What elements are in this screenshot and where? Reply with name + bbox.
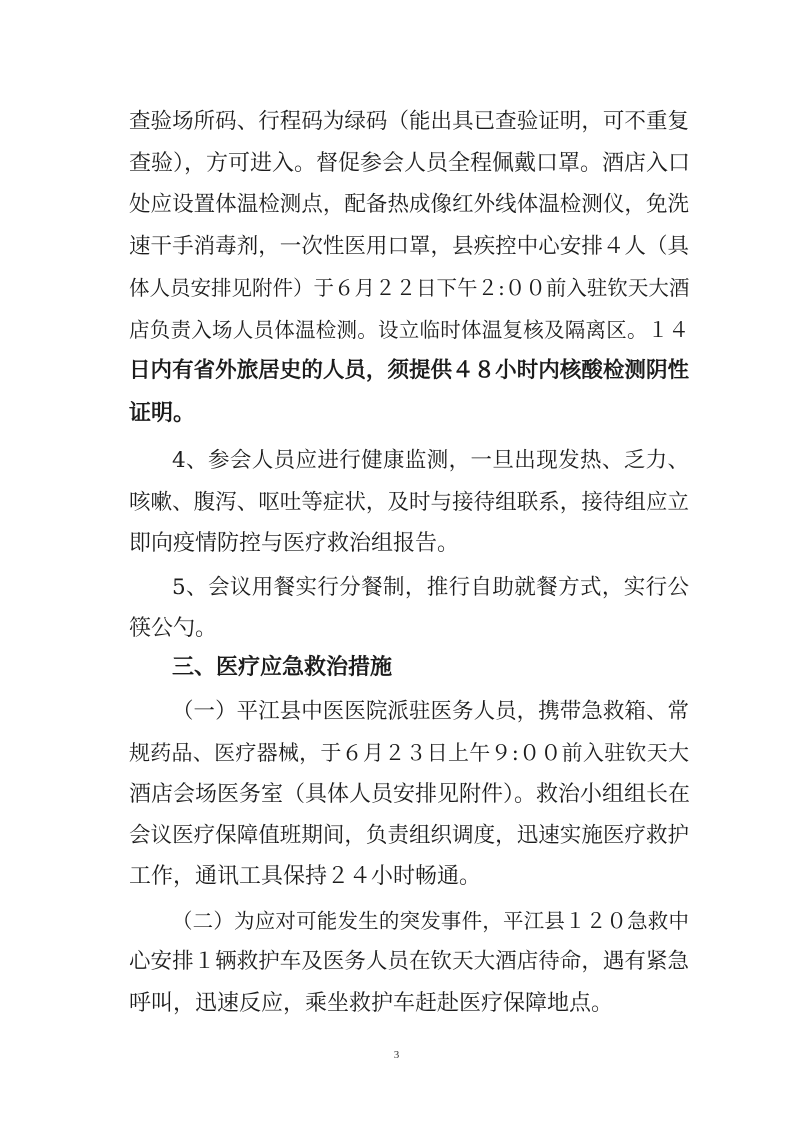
section-3-1-line: 工作，通讯工具保持２４小时畅通。 <box>129 864 482 889</box>
body-line: 处应设置体温检测点，配备热成像红外线体温检测仪，免洗 <box>129 192 689 217</box>
body-line: 查验场所码、行程码为绿码（能出具已查验证明，可不重复 <box>129 109 689 134</box>
item-4-line: 即向疫情防控与医疗救治组报告。 <box>129 531 460 556</box>
body-line: 速干手消毒剂，一次性医用口罩，县疾控中心安排４人（具 <box>129 234 689 259</box>
body-line: 查验），方可进入。督促参会人员全程佩戴口罩。酒店入口 <box>129 151 691 176</box>
section-3-2-line: 呼叫，迅速反应，乘坐救护车赶赴医疗保障地点。 <box>129 991 614 1016</box>
page-number: 3 <box>393 1049 400 1061</box>
section-3-1-line: 会议医疗保障值班期间，负责组织调度，迅速实施医疗救护 <box>129 823 689 848</box>
section-3-1-line: 酒店会场医务室（具体人员安排见附件）。救治小组组长在 <box>129 782 691 807</box>
section-3-1-line: 规药品、医疗器械，于６月２３日上午９:００前入驻钦天大 <box>129 741 689 765</box>
body-line-bold: 证明。 <box>129 400 196 426</box>
item-5-first-line: 5、会议用餐实行分餐制，推行自助就餐方式，实行公 <box>172 575 689 600</box>
item-4-first-line: 4、参会人员应进行健康监测，一旦出现发热、乏力、 <box>172 448 689 473</box>
section-heading: 三、医疗应急救治措施 <box>172 655 393 680</box>
body-line: 店负责入场人员体温检测。设立临时体温复核及隔离区。１４ <box>129 318 689 342</box>
body-line-bold: 日内有省外旅居史的人员，须提供４８小时内核酸检测阴性 <box>129 358 689 383</box>
section-3-2-line: 心安排１辆救护车及医务人员在钦天大酒店待命，遇有紧急 <box>129 949 689 974</box>
section-3-2-first-line: （二）为应对可能发生的突发事件，平江县１２０急救中 <box>172 909 689 933</box>
item-5-line: 筷公勺。 <box>129 616 218 641</box>
section-3-1-first-line: （一）平江县中医医院派驻医务人员，携带急救箱、常 <box>172 699 689 724</box>
item-4-line: 咳嗽、腹泻、呕吐等症状，及时与接待组联系，接待组应立 <box>129 490 689 515</box>
body-line: 体人员安排见附件）于６月２２日下午２:００前入驻钦天大酒 <box>129 276 690 300</box>
